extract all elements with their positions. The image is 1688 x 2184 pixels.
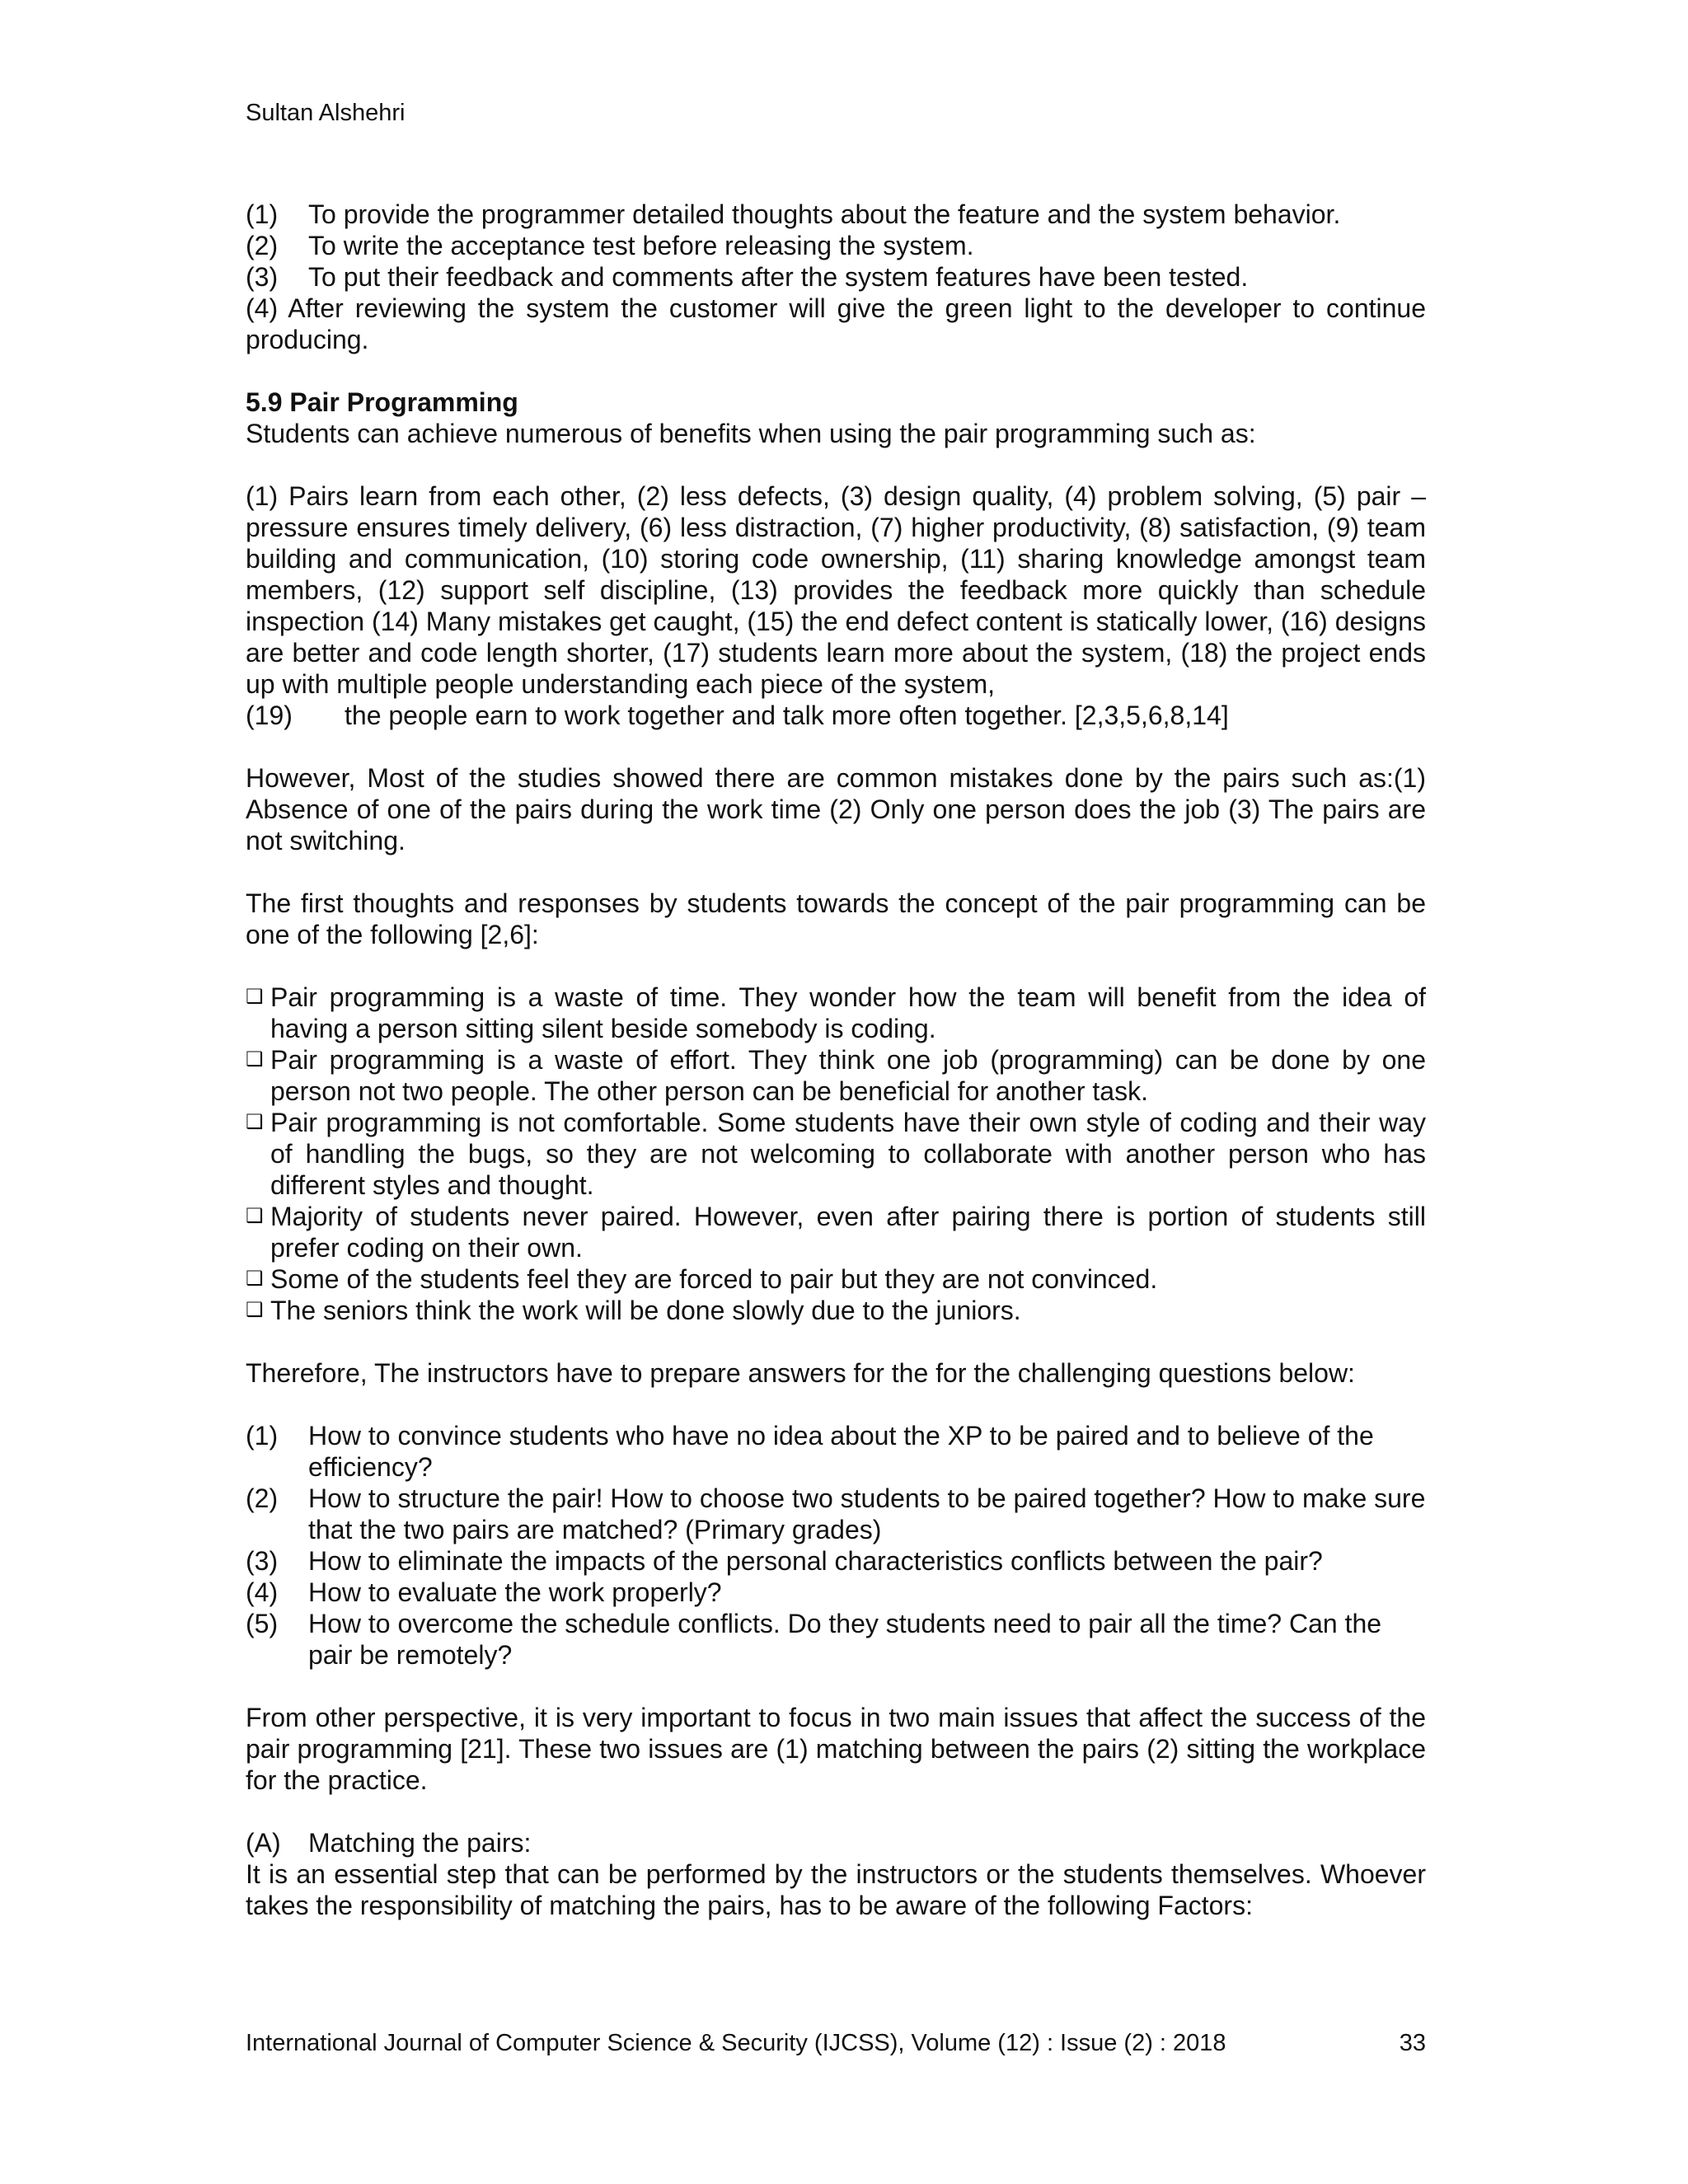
first-thoughts-paragraph: The first thoughts and responses by students towards the concept of the pair programming can be one of the following [2,6]: [246, 888, 1426, 949]
thought-item [246, 1263, 1426, 1295]
question-item [246, 1420, 1426, 1483]
thought-item [246, 1107, 1426, 1201]
thought-text: The seniors think the work will be done slowly due to the juniors. [270, 1296, 1021, 1325]
subsection-heading [246, 1827, 1426, 1858]
thought-text: Pair programming is not comfortable. Some students have their own style of coding and their way of handling the bugs, so they are not welcoming to collaborate with another person who has different styles and thought. [270, 1108, 1426, 1200]
checkbox-bullet-icon: ❑ [246, 986, 264, 1008]
customer-role-item [246, 230, 1426, 261]
item-number: (3) [246, 262, 279, 292]
checkbox-bullet-icon: ❑ [246, 1111, 264, 1133]
thought-text: Pair programming is a waste of effort. They think one job (programming) can be done by one person not two people. The other person can be beneficial for another task. [270, 1045, 1426, 1106]
page-body [246, 199, 1426, 1921]
item-number: (4) [246, 1577, 279, 1607]
checkbox-bullet-icon: ❑ [246, 1268, 264, 1290]
question-item [246, 1483, 1426, 1545]
mistakes-paragraph: However, Most of the studies showed there are common mistakes done by the pairs such as:(1) Absence of one of the pairs during the work time (2) Only one person does the job (3) The pairs are not switching. [246, 763, 1426, 855]
perspective-paragraph: From other perspective, it is very important to focus in two main issues that affect the success of the pair programming [21]. These two issues are (1) matching between the pairs (2) sitting the workplace for the practice. [246, 1703, 1426, 1795]
item-text: To provide the programmer detailed thoughts about the feature and the system behavior. [308, 199, 1341, 229]
checkbox-bullet-icon: ❑ [246, 1205, 264, 1227]
benefits-paragraph: (1) Pairs learn from each other, (2) less defects, (3) design quality, (4) problem solving, (5) pair – pressure ensures timely delivery, (6) less distraction, (7) higher productivity, (8) satisfaction, (9) team building and communication, (10) storing code ownership, (11) sharing knowledge amongst team members, (12) support self discipline, (13) provides the feedback more quickly than schedule inspection (14) Many mistakes get caught, (15) the end defect content is statically lower, (16) designs are better and code length shorter, (17) students learn more about the system, (18) the project ends up with multiple people understanding each piece of the system, [246, 481, 1426, 699]
section-heading: 5.9 Pair Programming [246, 387, 518, 417]
item-text: the people earn to work together and talk more often together. [2,3,5,6,8,14] [345, 701, 1229, 730]
question-item [246, 1608, 1426, 1671]
item-number: (1) [246, 199, 279, 229]
thought-text: Some of the students feel they are forced to pair but they are not convinced. [270, 1264, 1158, 1294]
thought-text: Majority of students never paired. However, even after pairing there is portion of students still prefer coding on their own. [270, 1202, 1426, 1263]
customer-role-item [246, 199, 1426, 230]
item-number: (2) [246, 231, 279, 260]
item-text: How to convince students who have no idea about the XP to be paired and to believe of the efficiency? [308, 1421, 1374, 1482]
question-item [246, 1545, 1426, 1577]
item-number: (1) [246, 1421, 279, 1451]
customer-role-item-4: (4) After reviewing the system the customer will give the green light to the developer to continue producing. [246, 293, 1426, 354]
thought-item [246, 982, 1426, 1044]
item-text: How to evaluate the work properly? [308, 1577, 722, 1607]
item-number: (5) [246, 1609, 279, 1638]
benefit-19 [246, 700, 1426, 731]
therefore-paragraph: Therefore, The instructors have to prepare answers for the for the challenging questions below: [246, 1358, 1355, 1388]
checkbox-bullet-icon: ❑ [246, 1299, 264, 1321]
item-number: (3) [246, 1546, 279, 1576]
item-text: How to structure the pair! How to choose two students to be paired together? How to make sure that the two pairs are matched? (Primary grades) [308, 1483, 1426, 1544]
item-number: (2) [246, 1483, 279, 1513]
thought-item [246, 1295, 1426, 1326]
question-item [246, 1577, 1426, 1608]
matching-paragraph: It is an essential step that can be performed by the instructors or the students themselves. Whoever takes the responsibility of matching the pairs, has to be aware of the following Factors: [246, 1859, 1426, 1920]
item-number: (19) [246, 701, 293, 730]
page-footer [246, 2027, 1426, 2059]
subsection-number: (A) [246, 1828, 281, 1858]
thought-item [246, 1044, 1426, 1107]
thought-item [246, 1201, 1426, 1263]
running-header: Sultan Alshehri [246, 100, 406, 126]
item-text: How to overcome the schedule conflicts. Do they students need to pair all the time? Can the pair be remotely? [308, 1609, 1382, 1670]
item-text: To put their feedback and comments after the system features have been tested. [308, 262, 1249, 292]
subsection-title: Matching the pairs: [308, 1828, 532, 1858]
item-text: How to eliminate the impacts of the personal characteristics conflicts between the pair? [308, 1546, 1323, 1576]
checkbox-bullet-icon: ❑ [246, 1048, 264, 1071]
section-intro: Students can achieve numerous of benefits when using the pair programming such as: [246, 419, 1256, 448]
customer-role-item [246, 261, 1426, 293]
page-number: 33 [1399, 2030, 1426, 2056]
item-text: To write the acceptance test before releasing the system. [308, 231, 974, 260]
thought-text: Pair programming is a waste of time. They wonder how the team will benefit from the idea of having a person sitting silent beside somebody is coding. [270, 982, 1426, 1043]
journal-citation: International Journal of Computer Science & Security (IJCSS), Volume (12) : Issue (2) : 2018 [246, 2030, 1226, 2056]
